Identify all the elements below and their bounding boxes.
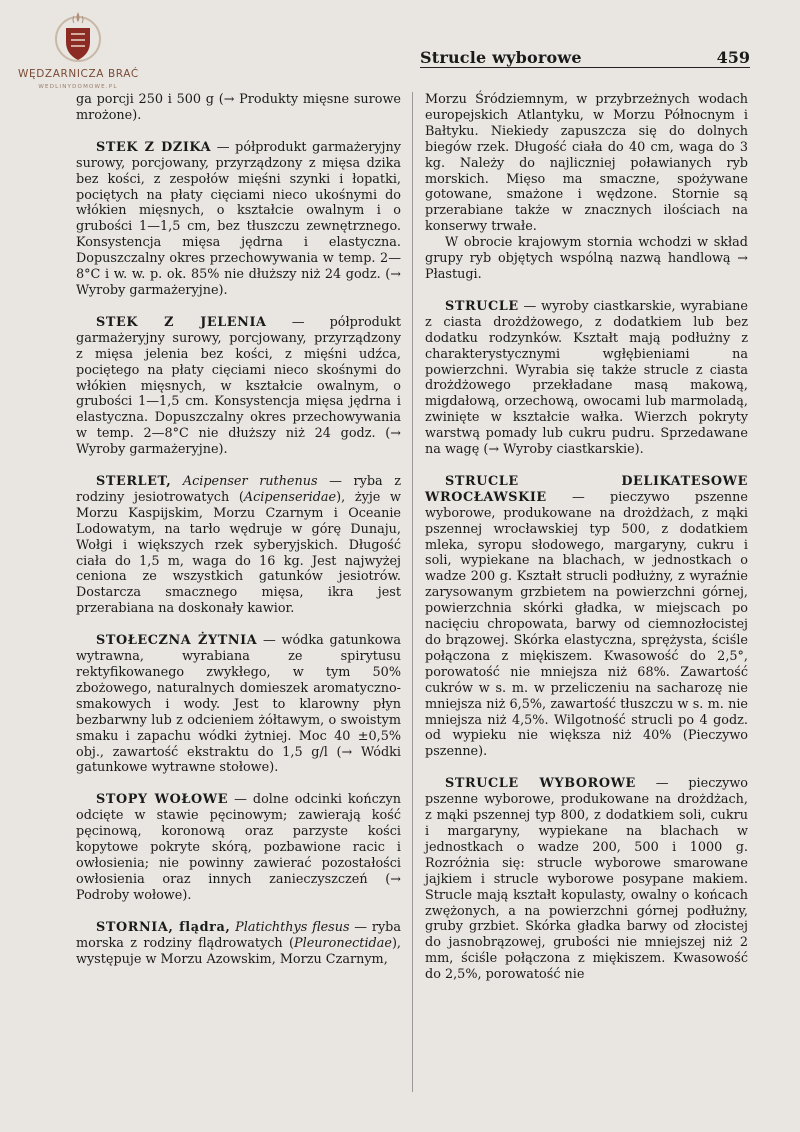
headword: STORNIA, flądra, [96, 919, 231, 935]
logo-site-text: WEDLINYDOMOWE.PL [38, 84, 118, 90]
entry-text: — półprodukt garmażeryjny surowy, porcjowany, przyrządzony z mięsa dzika bez kości, z zespołów mięśni szynki i łopatki, pociętych na płaty cięciami nieco ukośnymi do włókien mięsnych, o kształcie owalnym i o grubości 1—1,5 cm, bez tłuszczu zewnętrznego. Konsystencja mięsa jędrna i elastyczna. Dopuszczalny okres przechowywania w temp. 2—8°C i w. w. p. ok. 85% nie dłuższy niż 24 godz. (→ Wyroby garmażeryjne). [76, 139, 401, 298]
entry-text: — ryba morska z rodziny flądrowatych ( [76, 919, 402, 951]
headword: STERLET, [96, 474, 172, 490]
continued-text: ga porcji 250 i 500 g (→ Produkty mięsne surowe mrożone). [76, 92, 401, 123]
entry-text: — wódka gatunkowa wytrawna, wyrabiana ze spirytusu rektyfikowanego zwykłego, w tym 50% zbożowego, naturalnych domieszek aromatyczno-smakowych i wody. Jest to klarowny płyn bezbarwny lub z odcieniem żółtawym, o swoistym smaku i zapachu wódki żytniej. Moc 40 ±0,5% obj., zawartość ekstraktu do 1,5 g/l (→ Wódki gatunkowe wytrawne stołowe). [76, 633, 401, 776]
entry-text: — pieczywo pszenne wyborowe, produkowane na drożdżach, z mąki pszennej wrocławskiej typ 500, z dodatkiem mleka, syropu słodowego, margaryny, cukru i soli, wypiekane na blachach, w jednostkach o wadze 200 g. Kształt strucli podłużny, z wyraźnie zarysowanym grzbietem na powierzchni górnej, powierzchnia skórki gładka, w miejscach po nacięciu chropowata, barwy od ciemnozłocistej do brązowej. Skórka elastyczna, sprężysta, ściśle połączona z miękiszem. Kwasowość do 2,5°, porowatość nie mniejsza niż 68%. Zawartość cukrów w s. m. w przeliczeniu na sacharozę nie mniejsza niż 6,5%, zawartość tłuszczu w s. m. nie mniejsza niż 4,5%. Wilgotność strucli po 4 godz. od wypieku nie większa niż 40% (Pieczywo pszenne). [425, 489, 748, 760]
entry-strucle-wyborowe [425, 776, 748, 983]
entry-text: — półprodukt garmażeryjny surowy, porcjowany, przyrządzony z mięsa jelenia bez kości, z mięśni udźca, pociętego na płaty cięciami nieco skośnymi do włókien mięsnych, w kształcie owalnym, o grubości 1—1,5 cm. Konsystencja mięsa jędrna i elastyczna. Dopuszczalny okres przechowywania w temp. 2—8°C nie dłuższy niż 24 godz. (→ Wyroby garmażeryjne). [76, 314, 402, 458]
left-column [76, 92, 401, 983]
shield-emblem-icon [53, 8, 103, 66]
column-divider [412, 92, 413, 1092]
headword: STRUCLE [445, 298, 519, 314]
entry-stornia [76, 920, 401, 968]
headword: STEK Z DZIKA [96, 139, 212, 155]
logo [18, 8, 138, 103]
entry-text: — ryba z rodziny jesiotrowatych ( [76, 474, 401, 505]
entry-text: ), występuje w Morzu Azowskim, Morzu Czarnym, [76, 935, 401, 967]
entry-strucle [425, 299, 748, 458]
entry-stek-z-jelenia [76, 315, 401, 458]
latin-family: Pleuronectidae [293, 935, 392, 951]
latin-name: Acipenser ruthenus [171, 474, 318, 490]
entry-stopy-wolowe [76, 792, 401, 903]
headword: STRUCLE WYBOROWE [445, 776, 636, 792]
entry-sterlet [76, 474, 401, 617]
entry-text: — wyroby ciastkarskie, wyrabiane z ciasta drożdżowego, z dodatkiem lub bez dodatku rodzynków. Kształt mają podłużny z charakterystycznymi wgłębieniami na powierzchni. Wyrabia się także strucle z ciasta drożdżowego przekładane masą makową, migdałową, orzechową, owocami lub marmoladą, zwinięte w kształcie wałka. Wierzch pokryty warstwą pomady lub cukru pudru. Sprzedawane na wagę (→ Wyroby ciastkarskie). [425, 298, 748, 458]
continued-text: Morzu Śródziemnym, w przybrzeżnych wodach europejskich Atlantyku, w Morzu Północnym i Bałtyku. Niekiedy zapuszcza się do dolnych biegów rzek. Długość ciała do 40 cm, waga do 3 kg. Należy do najliczniej poławianych ryb morskich. Mięso ma smaczne, spożywane gotowane, smażone i wędzone. Stornie są przerabiane także w znacznych ilościach na konserwy trwałe. [425, 92, 748, 235]
logo-brand-text: WĘDZARNICZA BRAĆ [18, 68, 139, 80]
right-column [425, 92, 748, 999]
headword: STEK Z JELENIA [96, 314, 267, 330]
entry-stek-z-dzika [76, 140, 401, 299]
entry-stoleczna-zytnia [76, 633, 401, 776]
entry-strucle-delikatesowe [425, 474, 748, 760]
page-number: 459 [716, 48, 750, 67]
entry-text: ), żyje w Morzu Kaspijskim, Morzu Czarnym i Oceanie Lodowatym, na tarło wędruje w górę Dunaju, Wołgi i większych rzek syberyjskich. Długość ciała do 1,5 m, waga do 16 kg. Jest najwyżej ceniona ze wszystkich gatunków jesiotrów. Dostarcza smacznego mięsa, ikra jest przerabiana na doskonały kawior. [76, 489, 401, 617]
headword: STOŁECZNA ŻYTNIA [96, 633, 258, 649]
headword: STRUCLE DELIKATESOWE WROCŁAWSKIE [425, 473, 748, 505]
latin-family: Acipenseridae [243, 489, 337, 505]
entry-text: — pieczywo pszenne wyborowe, produkowane na drożdżach, z mąki pszennej typ 800, z dodatkiem soli, cukru i margaryny, wypiekane na blachach w jednostkach o wadze 200, 500 i 1000 g. Rozróżnia się: strucle wyborowe smarowane jajkiem i strucle wyborowe posypane makiem. Strucle mają kształt kopulasty, owalny o końcach zwężonych, a na powierzchni górnej podłużny, gruby grzbiet. Skórka gładka barwy od złocistej do jasnobrązowej, grubości nie mniejszej niż 2 mm, ściśle połączona z miękiszem. Kwasowość do 2,5%, porowatość nie [425, 776, 748, 983]
headword: STOPY WOŁOWE [96, 792, 229, 808]
latin-name: Platichthys flesus [230, 919, 350, 935]
entry-text: — dolne odcinki kończyn odcięte w stawie pęcinowym; zawierają kość pęcinową, koronową oraz parzyste kości kopytowe pokryte skórą, pozbawione racic i owłosienia; nie powinny zawierać pozostałości owłosienia oraz innych zanieczyszczeń (→ Podroby wołowe). [76, 792, 401, 903]
running-head-title: Strucle wyborowe [420, 48, 582, 67]
continued-text-2: W obrocie krajowym stornia wchodzi w skład grupy ryb objętych wspólną nazwą handlową → Płastugi. [425, 235, 748, 282]
running-head [420, 43, 750, 68]
